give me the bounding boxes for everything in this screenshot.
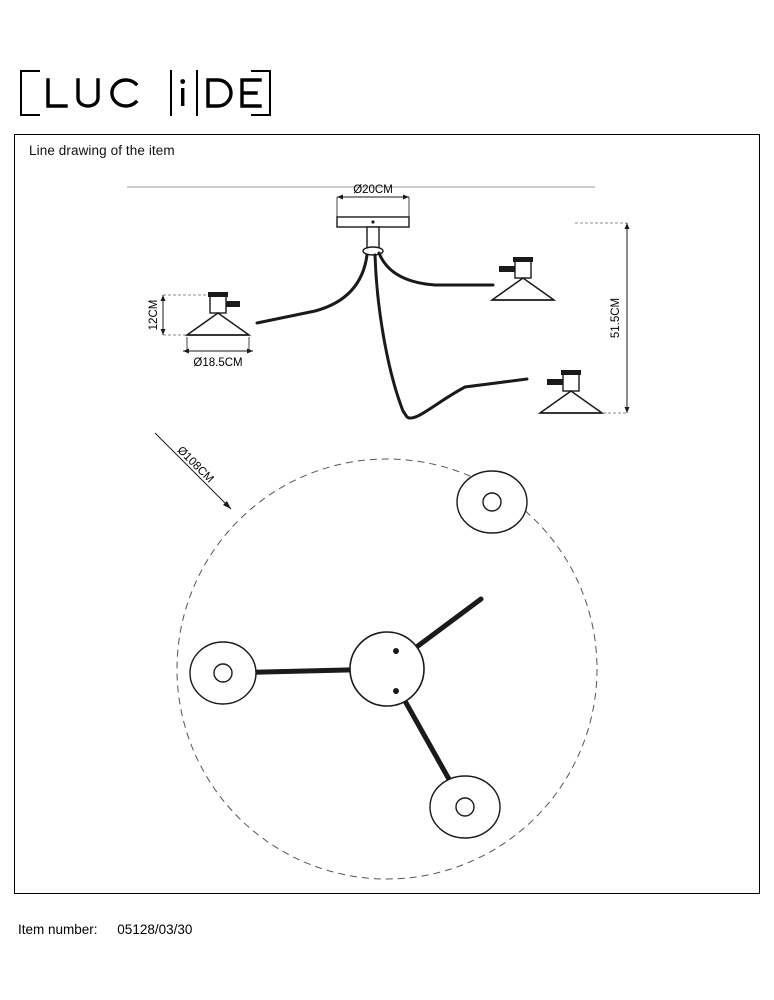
- item-number-value: 05128/03/30: [117, 922, 193, 937]
- lamp-left: [187, 292, 249, 335]
- panel-title: Line drawing of the item: [29, 143, 175, 158]
- shade-plan-left: [190, 642, 256, 704]
- top-plan: [177, 459, 597, 879]
- shade-plan-upper-right: [457, 471, 527, 533]
- item-number-label: Item number:: [18, 922, 98, 937]
- dimension-label-spread: Ø108CM: [174, 444, 216, 486]
- line-drawing: [15, 135, 759, 893]
- dimension-shade-diameter: [183, 337, 253, 369]
- lamp-right-upper: [492, 257, 554, 300]
- shade-plan-lower-right: [430, 776, 500, 838]
- lamp-right-lower: [540, 370, 602, 413]
- dimension-label-shade-diameter: Ø18.5CM: [193, 357, 243, 369]
- dimension-spread-diameter: [155, 433, 231, 509]
- front-elevation: [127, 187, 602, 418]
- dimension-label-total-width: 51.5CM: [610, 297, 622, 339]
- dimension-label-shade-height: 12CM: [148, 299, 160, 331]
- dimension-label-canopy: Ø20CM: [353, 184, 393, 196]
- item-number-row: [18, 922, 192, 937]
- dimension-total-width: [575, 223, 630, 413]
- brand-logo: [18, 68, 273, 118]
- dimension-canopy-diameter: [337, 184, 409, 219]
- drawing-panel: [14, 134, 760, 894]
